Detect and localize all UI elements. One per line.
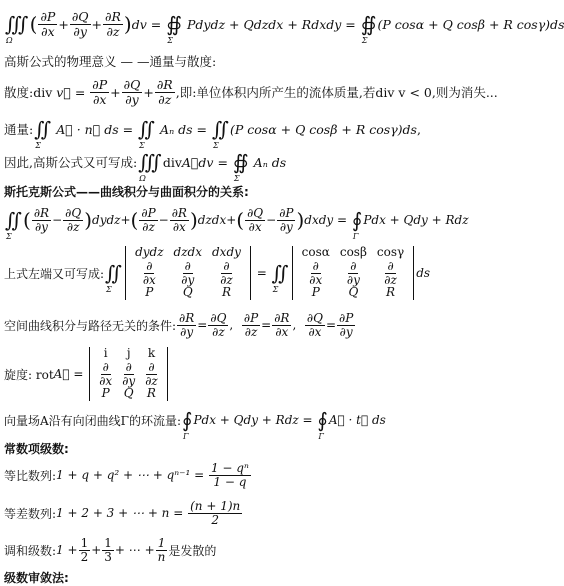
determinant-lhs: dydz dzdx dxdy $\frac{\partial}{\partial x}$ $\frac{\partial}{\partial y}$ $\frac{\partial}{\partial z}$ P Q R — [125, 246, 251, 300]
tests-heading — [4, 569, 496, 585]
stokes-determinant-row: 上式左端又可写成: ∬ Σ dydz dzdx dxdy $\frac{\partial}{\partial x}$ $\frac{\partial}{\partial y}$ $\frac{\partial}{\partial z}$ P Q R = ∬ Σ cosα cosβ cosγ $\frac{\partial}{\partial x}$ $\frac{\partial}{\partial y}$ $\frac{\partial}{\partial z}$ P Q R ds — [4, 245, 431, 300]
flux-tail: , — [416, 121, 421, 137]
geometric-numerator: 1 − qⁿ — [210, 460, 249, 475]
flux-label: 通量: — [4, 122, 34, 137]
arithmetic-denominator: 2 — [211, 512, 220, 527]
harmonic-tail: 是发散的 — [168, 543, 217, 558]
harmonic-lhs: 1 + — [56, 543, 78, 557]
gauss-meaning-label: 高斯公式的物理意义 — —通量与散度: — [4, 54, 217, 69]
geometric-row — [4, 458, 496, 492]
divergence-label: 散度: — [4, 85, 34, 100]
determinant-curl: i j k $\frac{\partial}{\partial x}$ $\frac{\partial}{\partial y}$ $\frac{\partial}{\partial z}$ P Q R — [89, 347, 168, 401]
geometric-label: 等比数列: — [4, 468, 57, 483]
gauss-alt-form: 因此,高斯公式又可写成: ∭ Ω div A⃗dv = ∯ Σ Aₙ ds — [4, 150, 287, 183]
tests-heading-text: 级数审敛法: — [4, 570, 69, 585]
arithmetic-label: 等差数列: — [4, 506, 57, 521]
frac-dQ-dy: $\frac{\partial Q}{\partial y}$ — [71, 9, 89, 39]
arithmetic-row — [4, 496, 496, 530]
path-independence-row: 空间曲线积分与路径无关的条件: $\frac{\partial R}{\partial y}$ = $\frac{\partial Q}{\partial z}$ , $\frac{\partial P}{\partial z}$ = $\frac{\partial R}{\partial x}$ , $\frac{\partial Q}{\partial x}$ = $\frac{\partial P}{\partial y}$ — [4, 310, 354, 339]
divergence-row: 散度: div v⃗ = $\frac{\partial P}{\partial x}$ + $\frac{\partial Q}{\partial y}$ + $\frac{\partial R}{\partial z}$ ,即:单位体积内所产生的流体质量,若 div v < 0,则为消失... — [4, 77, 498, 107]
frac-dR-dz: $\frac{\partial R}{\partial z}$ — [105, 9, 121, 39]
gauss-meaning — [4, 52, 496, 70]
path-label: 空间曲线积分与路径无关的条件: — [4, 318, 177, 333]
div-operator: div — [33, 84, 53, 100]
curl-row: 旋度: rot A⃗ = i j k $\frac{\partial}{\partial x}$ $\frac{\partial}{\partial y}$ $\frac{\partial}{\partial z}$ P Q R — [4, 344, 496, 404]
circulation-label: 向量场A沿有向闭曲线Γ的环流量: — [4, 413, 182, 428]
flux-row: 通量: ∬ Σ A⃗ · n⃗ ds = ∬ Σ Aₙ ds = ∬ Σ (P cosα + Q cosβ + R cosγ)ds , — [4, 117, 421, 150]
stokes-heading-text: 斯托克斯公式——曲线积分与曲面积分的关系: — [4, 184, 249, 199]
curl-label: 旋度: rot — [4, 367, 54, 382]
gauss-formula: ∭ Ω ( $\frac{\partial P}{\partial x}$ + $\frac{\partial Q}{\partial y}$ + $\frac{\partial R}{\partial z}$ ) dv = ∯ Σ Pdydz + Qdzdx + Rdxdy = ∯ Σ (P cosα + Q cosβ + R cosγ)ds — [5, 9, 564, 45]
arithmetic-lhs: 1 + 2 + 3 + ⋯ + n = — [56, 506, 184, 520]
divergence-condition: div v < 0,则为消失... — [375, 85, 498, 100]
div-operator-2: div — [162, 154, 182, 170]
stokes-heading — [4, 183, 496, 199]
triple-integral-symbol: ∭ Ω — [5, 12, 29, 45]
divergence-explanation: ,即:单位体积内所产生的流体质量,若 — [175, 85, 376, 100]
harmonic-row: 调和级数: 1 + $\frac{1}{2}$ + $\frac{1}{3}$ + ⋯ + $\frac{1}{n}$ 是发散的 — [4, 535, 217, 564]
harmonic-label: 调和级数: — [4, 543, 57, 558]
geometric-lhs: 1 + q + q² + ⋯ + qⁿ⁻¹ = — [56, 468, 205, 482]
series-heading — [4, 440, 496, 456]
determinant-rhs: cosα cosβ cosγ $\frac{\partial}{\partial x}$ $\frac{\partial}{\partial y}$ $\frac{\partial}{\partial z}$ P Q R — [292, 246, 415, 300]
frac-dP-dx: $\frac{\partial P}{\partial x}$ — [40, 9, 56, 39]
gauss-alt-label: 因此,高斯公式又可写成: — [4, 155, 138, 170]
geometric-denominator: 1 − q — [213, 474, 247, 489]
circulation-row: 向量场A沿有向闭曲线Γ的环流量: ∮ Γ Pdx + Qdy + Rdz = ∮ Γ A⃗ · t⃗ ds — [4, 408, 386, 441]
arithmetic-numerator: (n + 1)n — [190, 498, 241, 513]
memo-label: 上式左端又可写成: — [4, 266, 105, 281]
series-heading-text: 常数项级数: — [4, 441, 69, 456]
stokes-formula: ∬ Σ ( $\frac{\partial R}{\partial y}$ − $\frac{\partial Q}{\partial z}$ ) dydz + ( $\frac{\partial P}{\partial z}$ − $\frac{\partial R}{\partial x}$ ) dzdx + ( $\frac{\partial Q}{\partial x}$ − $\frac{\partial P}{\partial y}$ ) dxdy = ∮ Γ Pdx + Qdy + Rdz — [5, 205, 469, 241]
